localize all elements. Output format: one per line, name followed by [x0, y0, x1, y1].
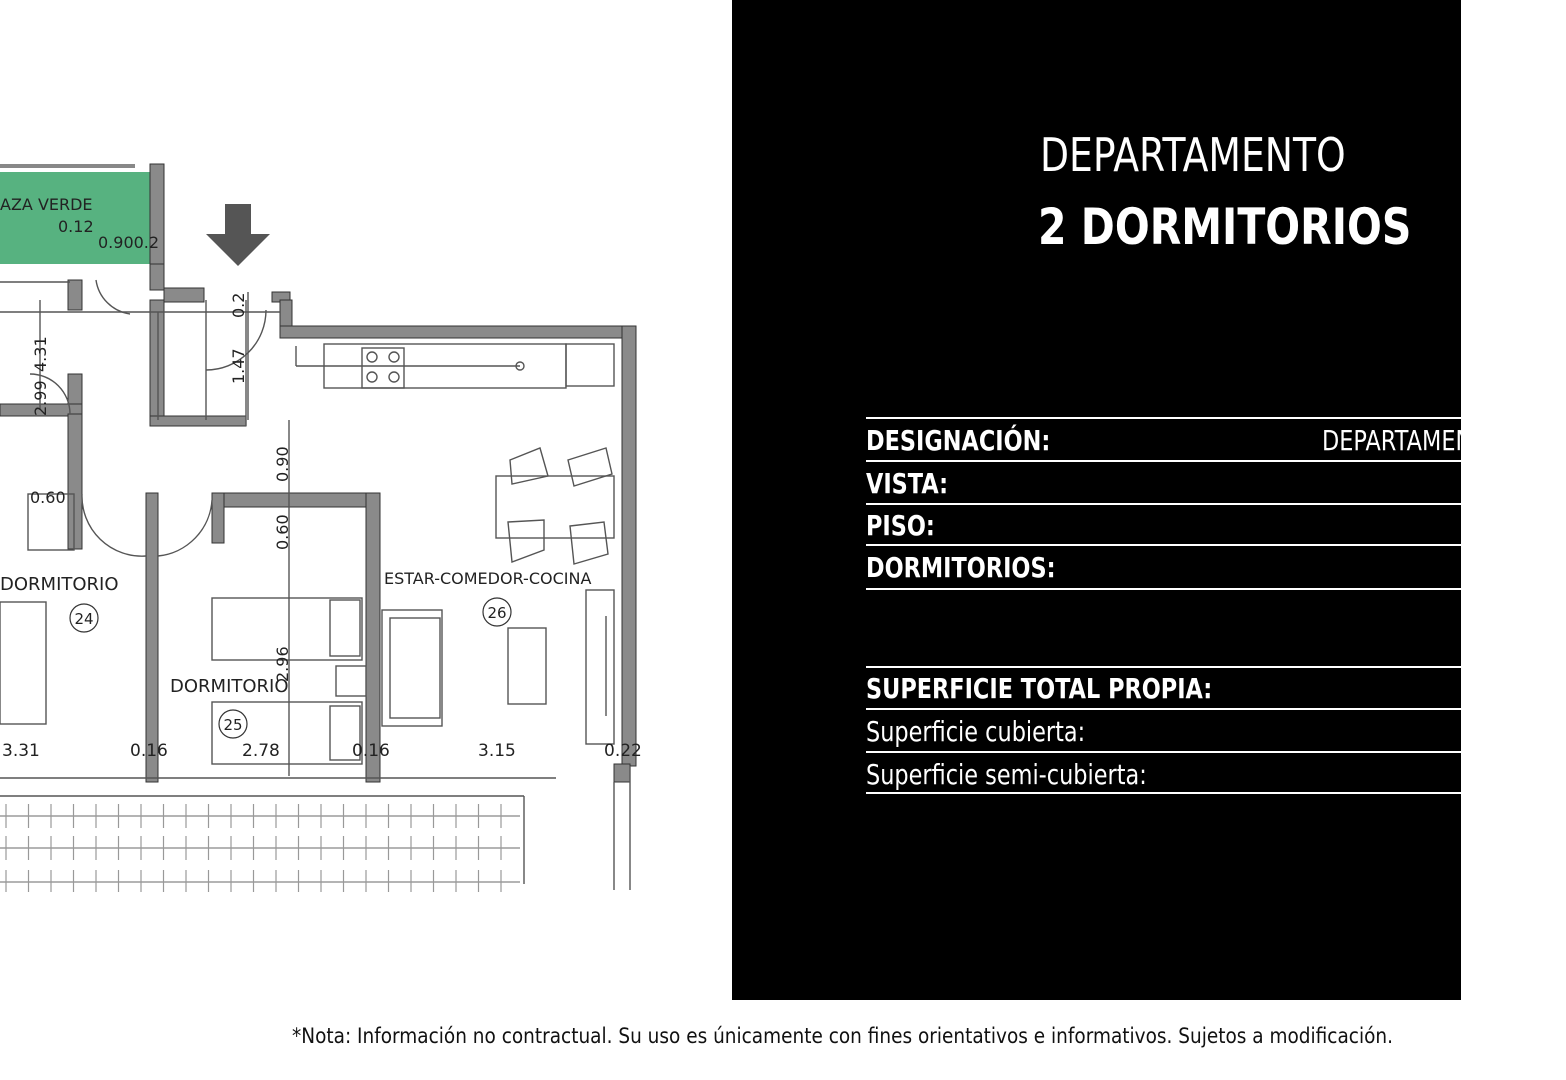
room-number: 24	[74, 610, 94, 628]
room-name: ESTAR-COMEDOR-COCINA	[384, 569, 592, 588]
divider	[866, 460, 1466, 462]
spec-label: VISTA:	[866, 467, 949, 500]
spec-row-dormitorios	[866, 547, 1566, 587]
divider	[866, 544, 1466, 546]
dim-label: 0.12	[58, 217, 94, 236]
spec-row-vista	[866, 463, 1566, 503]
title-line-2: 2 DORMITORIOS	[1038, 198, 1412, 256]
balcony-railing	[0, 816, 520, 882]
dim-label: 0.16	[352, 741, 390, 761]
divider	[866, 792, 1466, 794]
disclaimer-note: *Nota: Información no contractual. Su uso es únicamente con fines orientativos e informativos. Sujetos a modificación.	[292, 1024, 1393, 1048]
dim-label: 0.60	[30, 488, 66, 507]
divider	[866, 708, 1466, 710]
spec-label: DORMITORIOS:	[866, 551, 1056, 584]
dim-label: 1.47	[229, 348, 248, 384]
divider	[866, 751, 1466, 753]
dim-label: 0.60	[273, 514, 292, 550]
dim-label: 3.15	[478, 741, 516, 761]
dim-label: 0.90	[273, 446, 292, 482]
room-name: DORMITORIO	[0, 574, 119, 595]
spec-label: DESIGNACIÓN:	[866, 424, 1051, 457]
terrace-label: AZA VERDE	[0, 195, 93, 214]
floor-plan	[0, 0, 732, 1000]
room-number: 25	[223, 716, 243, 734]
divider	[866, 588, 1466, 590]
surface-row-cubierta	[866, 711, 1566, 751]
dim-label: 2.96	[273, 646, 292, 682]
surface-label: SUPERFICIE TOTAL PROPIA:	[866, 672, 1213, 705]
surface-row-semicubierta	[866, 754, 1566, 794]
spec-row-designacion	[866, 420, 1566, 460]
spec-row-piso	[866, 505, 1566, 545]
dim-label: 0.22	[604, 741, 642, 761]
dim-label: 4.31	[31, 336, 50, 372]
dim-label: 2.78	[242, 741, 280, 761]
spec-label: PISO:	[866, 509, 935, 542]
surface-label: Superficie semi-cubierta:	[866, 758, 1147, 791]
dim-label: 0.900.2	[98, 233, 160, 252]
room-name: DORMITORIO	[170, 676, 289, 697]
surface-row-total	[866, 668, 1566, 708]
room-number: 26	[487, 604, 507, 622]
info-panel	[732, 0, 1504, 1000]
dim-label: 0.2	[229, 292, 248, 318]
divider	[866, 417, 1466, 419]
title-line-1: DEPARTAMENTO	[1040, 128, 1346, 182]
spec-value: DEPARTAMENTO	[1322, 424, 1504, 457]
dim-label: 2.99	[31, 380, 50, 416]
dim-label: 3.31	[2, 741, 40, 761]
entrance-arrow-icon	[206, 204, 270, 266]
surface-label: Superficie cubierta:	[866, 715, 1086, 748]
dim-label: 0.16	[130, 741, 168, 761]
floor-plan-drawing	[0, 0, 732, 1000]
